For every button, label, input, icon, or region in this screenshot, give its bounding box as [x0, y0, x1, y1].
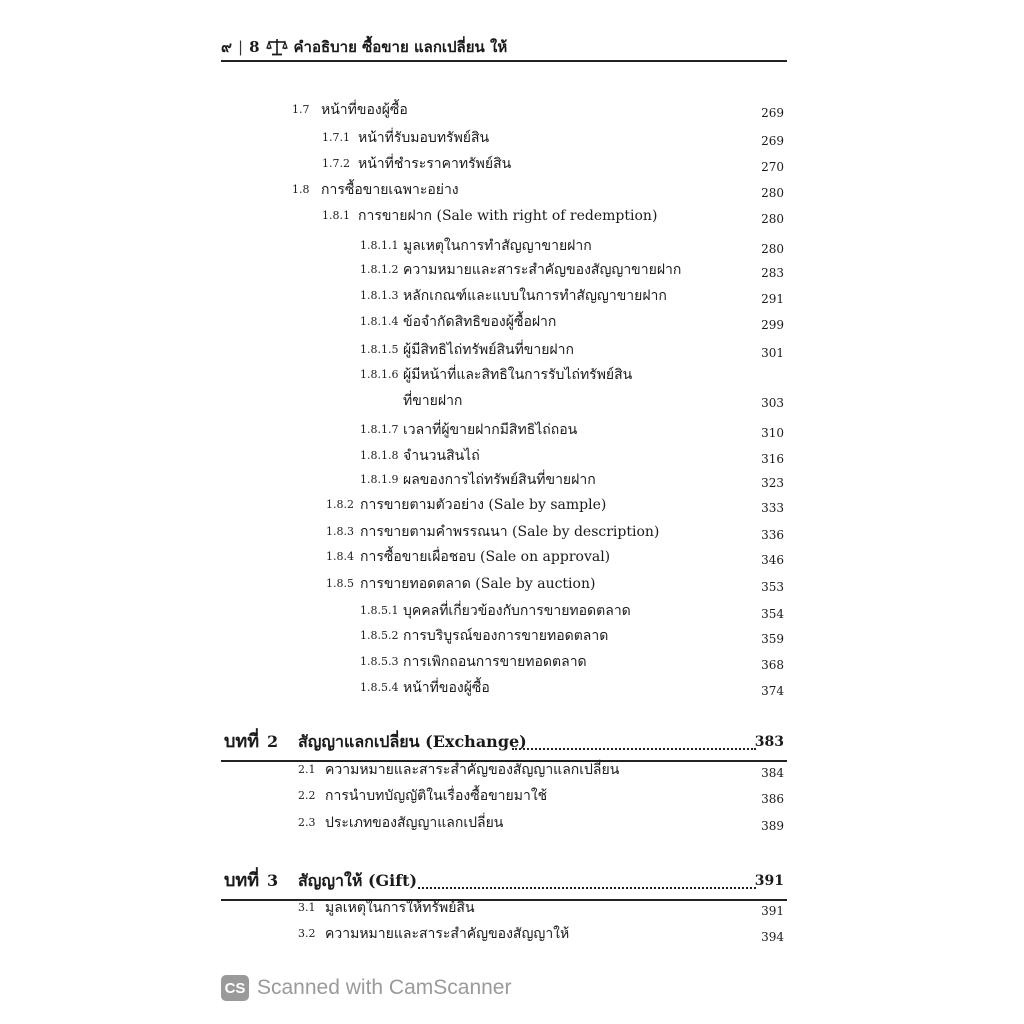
- chapter-heading: [0, 727, 1024, 757]
- toc-entry-page: 270: [761, 160, 784, 174]
- toc-entry-number: 2.1: [298, 763, 316, 776]
- toc-entry-page: 280: [761, 186, 784, 200]
- toc-entry: [0, 572, 1024, 596]
- toc-entry-number: 1.8.5.1: [360, 604, 399, 617]
- toc-entry: [0, 338, 1024, 362]
- toc-entry-title: การขายฝาก (Sale with right of redemption): [358, 208, 658, 224]
- toc-entry: [0, 624, 1024, 648]
- toc-entry: [0, 896, 1024, 920]
- toc-entry-number: 1.8.1: [322, 209, 350, 222]
- toc-entry-title: ผู้มีหน้าที่และสิทธิในการรับไถ่ทรัพย์สิน: [403, 367, 633, 383]
- toc-entry-page: 374: [761, 684, 784, 698]
- toc-entry-number: 1.8.4: [326, 550, 354, 563]
- toc-entry-title-continued: ที่ขายฝาก: [403, 393, 463, 409]
- toc-entry-title: การขายตามคำพรรณนา (Sale by description): [360, 524, 660, 540]
- chapter-dot-leader: [418, 886, 756, 889]
- chapter-label: บทที่: [224, 870, 260, 891]
- toc-entry-title: การนำบทบัญญัติในเรื่องซื้อขายมาใช้: [325, 788, 548, 804]
- toc-entry-number: 1.8.1.1: [360, 239, 399, 252]
- toc-entry-page: 354: [761, 607, 784, 621]
- toc-entry-page: 333: [761, 501, 784, 515]
- scales-of-justice-icon: [266, 38, 288, 56]
- toc-entry-page: 299: [761, 318, 784, 332]
- toc-entry-title: หลักเกณฑ์และแบบในการทำสัญญาขายฝาก: [403, 288, 667, 304]
- toc-entry-number: 1.8.1.7: [360, 423, 399, 436]
- toc-entry: [0, 258, 1024, 282]
- toc-entry-page: 316: [761, 452, 784, 466]
- toc-entry-title: หน้าที่ของผู้ซื้อ: [403, 680, 490, 696]
- toc-entry-title: จำนวนสินไถ่: [403, 448, 480, 464]
- toc-entry: [0, 650, 1024, 674]
- toc-entry: [0, 418, 1024, 442]
- toc-entry-page: 368: [761, 658, 784, 672]
- header-thai-page-number: ๙: [221, 38, 232, 56]
- chapter-page: 391: [754, 873, 784, 889]
- toc-entry-number: 1.7.2: [322, 157, 350, 170]
- chapter-dot-leader: [512, 747, 756, 750]
- toc-entry-number: 1.8.1.4: [360, 315, 399, 328]
- toc-entry-number: 1.8.1.5: [360, 343, 399, 356]
- toc-entry-number: 2.2: [298, 789, 316, 802]
- toc-entry-page: 283: [761, 266, 784, 280]
- toc-entry: [0, 363, 1024, 413]
- toc-entry: [0, 599, 1024, 623]
- toc-entry-title: ความหมายและสาระสำคัญของสัญญาขายฝาก: [403, 262, 682, 278]
- toc-entry-page: 291: [761, 292, 784, 306]
- toc-entry-number: 1.8.1.8: [360, 449, 399, 462]
- toc-entry-number: 1.8.5.3: [360, 655, 399, 668]
- toc-entry-number: 1.8.5.4: [360, 681, 399, 694]
- toc-entry-title: การเพิกถอนการขายทอดตลาด: [403, 654, 587, 670]
- chapter-number: 2: [267, 732, 279, 751]
- toc-entry-number: 1.8.5.2: [360, 629, 399, 642]
- toc-entry-number: 2.3: [298, 816, 316, 829]
- toc-entry: [0, 152, 1024, 176]
- camscanner-watermark: [221, 972, 511, 1004]
- toc-entry-page: 336: [761, 528, 784, 542]
- toc-entry-title: เวลาที่ผู้ขายฝากมีสิทธิไถ่ถอน: [403, 422, 578, 438]
- chapter-title: สัญญาให้ (Gift): [298, 871, 418, 890]
- toc-entry-number: 1.7.1: [322, 131, 350, 144]
- header-book-title: คำอธิบาย ซื้อขาย แลกเปลี่ยน ให้: [293, 38, 508, 56]
- toc-entry: [0, 493, 1024, 517]
- toc-entry-title: ข้อจำกัดสิทธิของผู้ซื้อฝาก: [403, 314, 557, 330]
- toc-entry: [0, 922, 1024, 946]
- toc-entry: [0, 468, 1024, 492]
- toc-entry: [0, 811, 1024, 835]
- toc-entry-title: ความหมายและสาระสำคัญของสัญญาให้: [325, 926, 570, 942]
- toc-entry: [0, 520, 1024, 544]
- toc-entry-title: การขายตามตัวอย่าง (Sale by sample): [360, 497, 607, 513]
- toc-entry-page: 301: [761, 346, 784, 360]
- toc-entry-page: 280: [761, 242, 784, 256]
- chapter-heading: [0, 866, 1024, 896]
- toc-entry-title: ผู้มีสิทธิไถ่ทรัพย์สินที่ขายฝาก: [403, 342, 574, 358]
- toc-entry-number: 1.8.1.6: [360, 368, 399, 381]
- toc-entry-page: 384: [761, 766, 784, 780]
- toc-entry: [0, 784, 1024, 808]
- toc-entry-title: การบริบูรณ์ของการขายทอดตลาด: [403, 628, 609, 644]
- toc-entry-title: มูลเหตุในการทำสัญญาขายฝาก: [403, 238, 592, 254]
- toc-entry: [0, 676, 1024, 700]
- header-page-number: 8: [249, 38, 260, 56]
- toc-entry-page: 391: [761, 904, 784, 918]
- toc-entry-page: 323: [761, 476, 784, 490]
- toc-entry-title: ผลของการไถ่ทรัพย์สินที่ขายฝาก: [403, 472, 596, 488]
- toc-entry-page: 269: [761, 134, 784, 148]
- watermark-text: Scanned with CamScanner: [257, 976, 512, 999]
- toc-entry-number: 1.8.2: [326, 498, 354, 511]
- toc-entry-title: ความหมายและสาระสำคัญของสัญญาแลกเปลี่ยน: [325, 762, 620, 778]
- toc-entry-title: บุคคลที่เกี่ยวข้องกับการขายทอดตลาด: [403, 603, 631, 619]
- toc-entry-page: 353: [761, 580, 784, 594]
- toc-entry-title: การซื้อขายเผื่อชอบ (Sale on approval): [360, 549, 611, 565]
- toc-entry-title: หน้าที่ชำระราคาทรัพย์สิน: [358, 156, 512, 172]
- toc-entry-title: มูลเหตุในการให้ทรัพย์สิน: [325, 900, 475, 916]
- camscanner-logo-icon: CS: [221, 975, 249, 1001]
- toc-entry: [0, 98, 1024, 122]
- toc-entry-page: 389: [761, 819, 784, 833]
- toc-entry: [0, 758, 1024, 782]
- toc-entry: [0, 444, 1024, 468]
- toc-entry-number: 3.2: [298, 927, 316, 940]
- toc-entry-page: 269: [761, 106, 784, 120]
- toc-entry-title: ประเภทของสัญญาแลกเปลี่ยน: [325, 815, 504, 831]
- toc-entry-number: 1.8.1.3: [360, 289, 399, 302]
- chapter-number: 3: [267, 871, 279, 890]
- toc-entry-page: 280: [761, 212, 784, 226]
- chapter-title: สัญญาแลกเปลี่ยน (Exchange): [298, 732, 527, 751]
- toc-entry-title: การซื้อขายเฉพาะอย่าง: [321, 182, 459, 198]
- toc-entry: [0, 178, 1024, 202]
- toc-entry: [0, 204, 1024, 228]
- toc-entry-number: 1.7: [292, 103, 310, 116]
- header-separator: |: [238, 38, 244, 56]
- toc-entry: [0, 126, 1024, 150]
- toc-entry-page: 359: [761, 632, 784, 646]
- toc-entry: [0, 310, 1024, 334]
- toc-entry-title: หน้าที่ของผู้ซื้อ: [321, 102, 408, 118]
- toc-entry-page: 310: [761, 426, 784, 440]
- toc-entry-page: 346: [761, 553, 784, 567]
- toc-entry: [0, 284, 1024, 308]
- toc-entry-page: 303: [761, 396, 784, 410]
- toc-entry: [0, 545, 1024, 569]
- toc-entry: [0, 234, 1024, 258]
- toc-entry-number: 1.8.1.2: [360, 263, 399, 276]
- chapter-page: 383: [754, 734, 784, 750]
- toc-entry-page: 386: [761, 792, 784, 806]
- toc-entry-title: หน้าที่รับมอบทรัพย์สิน: [358, 130, 490, 146]
- toc-entry-title: การขายทอดตลาด (Sale by auction): [360, 576, 596, 592]
- running-header: [221, 34, 787, 60]
- toc-entry-number: 3.1: [298, 901, 316, 914]
- toc-entry-page: 394: [761, 930, 784, 944]
- header-rule: [221, 60, 787, 62]
- toc-entry-number: 1.8.3: [326, 525, 354, 538]
- toc-entry-number: 1.8.5: [326, 577, 354, 590]
- chapter-label: บทที่: [224, 731, 260, 752]
- toc-entry-number: 1.8.1.9: [360, 473, 399, 486]
- toc-entry-number: 1.8: [292, 183, 310, 196]
